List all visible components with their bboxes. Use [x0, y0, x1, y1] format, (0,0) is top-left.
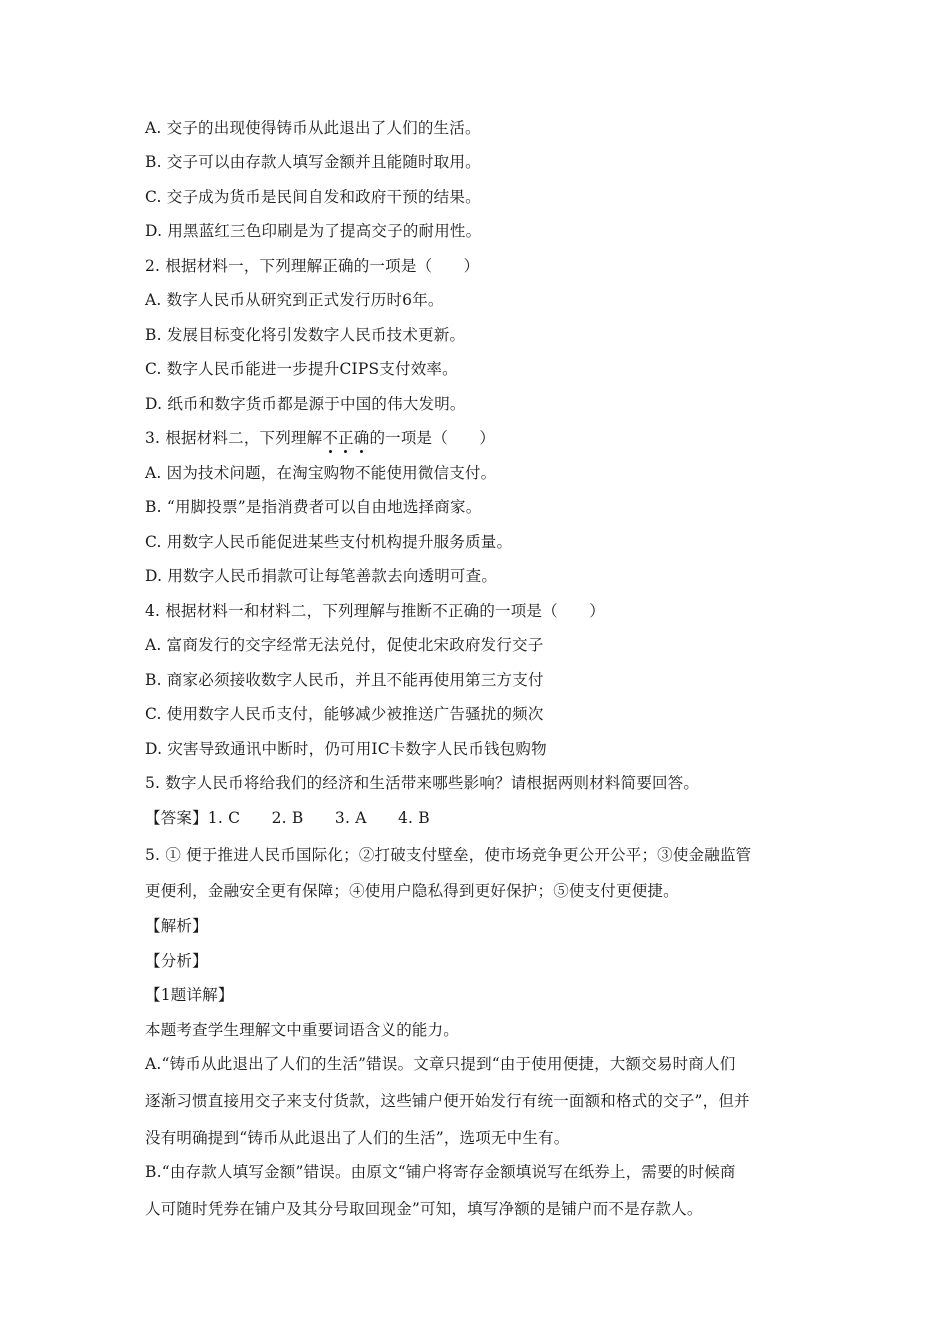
q2-option-d: D. 纸币和数字货币都是源于中国的伟大发明。	[145, 395, 466, 413]
explanation-line: B.“由存款人填写金额”错误。由原文“铺户将寄存金额填说写在纸券上，需要的时候商	[145, 1163, 736, 1181]
option-b-line: B. 交子可以由存款人填写金额并且能随时取用。	[145, 153, 481, 171]
analysis-subheading: 【分析】	[145, 952, 208, 970]
q4-option-c: C. 使用数字人民币支付，能够减少被推送广告骚扰的频次	[145, 705, 544, 723]
question-2: 2. 根据材料一，下列理解正确的一项是（ ）	[145, 257, 480, 275]
q2-option-a: A. 数字人民币从研究到正式发行历时6年。	[145, 291, 444, 309]
question-5: 5. 数字人民币将给我们的经济和生活带来哪些影响？请根据两则材料简要回答。	[145, 774, 700, 792]
q3-emphasis-char: 不	[322, 429, 339, 447]
question-3	[145, 428, 815, 448]
answer-key: 【答案】1. C 2. B 3. A 4. B	[145, 809, 430, 827]
explanation-line: A.“铸币从此退出了人们的生活”错误。文章只提到“由于使用便捷，大额交易时商人们	[145, 1055, 736, 1073]
option-a-line: A. 交子的出现使得铸币从此退出了人们的生活。	[145, 119, 481, 137]
option-c-line: C. 交子成为货币是民间自发和政府干预的结果。	[145, 188, 481, 206]
q3-option-d: D. 用数字人民币捐款可让每笔善款去向透明可查。	[145, 567, 498, 585]
q2-option-b: B. 发展目标变化将引发数字人民币技术更新。	[145, 326, 466, 344]
explanation-line: 没有明确提到“铸币从此退出了人们的生活”，选项无中生有。	[145, 1129, 570, 1147]
question-4: 4. 根据材料一和材料二，下列理解与推断不正确的一项是（ ）	[145, 602, 605, 620]
q3-text-after: 的一项是（ ）	[369, 429, 496, 447]
analysis-heading: 【解析】	[145, 917, 208, 935]
answer-5-line-2: 更便利，金融安全更有保障；④使用户隐私得到更好保护；⑤使支付更便捷。	[145, 882, 679, 900]
option-d-line: D. 用黑蓝红三色印刷是为了提高交子的耐用性。	[145, 222, 482, 240]
q3-option-c: C. 用数字人民币能促进某些支付机构提升服务质量。	[145, 533, 513, 551]
q1-detail-heading: 【1题详解】	[145, 986, 234, 1004]
explanation-line: 逐渐习惯直接用交子来支付货款，这些铺户便开始发行有统一面额和格式的交子”，但并	[145, 1092, 750, 1110]
explanation-line: 本题考查学生理解文中重要词语含义的能力。	[145, 1021, 460, 1039]
q3-text-before: 3. 根据材料二，下列理解	[145, 429, 323, 447]
q3-option-a: A. 因为技术问题，在淘宝购物不能使用微信支付。	[145, 464, 497, 482]
q4-option-d: D. 灾害导致通讯中断时，仍可用IC卡数字人民币钱包购物	[145, 740, 547, 758]
q4-option-a: A. 富商发行的交字经常无法兑付，促使北宋政府发行交子	[145, 636, 544, 654]
q3-emphasis-char: 确	[353, 429, 370, 447]
q3-option-b: B. “用脚投票”是指消费者可以自由地选择商家。	[145, 498, 482, 516]
answer-5-line-1: 5. ① 便于推进人民币国际化；②打破支付壁垒，使市场竞争更公开公平；③使金融监管	[145, 846, 752, 864]
q3-emphasis-char: 正	[338, 429, 354, 447]
q2-option-c: C. 数字人民币能进一步提升CIPS支付效率。	[145, 360, 458, 378]
explanation-line: 人可随时凭券在铺户及其分号取回现金”可知，填写净额的是铺户而不是存款人。	[145, 1200, 703, 1218]
q4-option-b: B. 商家必须接收数字人民币，并且不能再使用第三方支付	[145, 671, 544, 689]
